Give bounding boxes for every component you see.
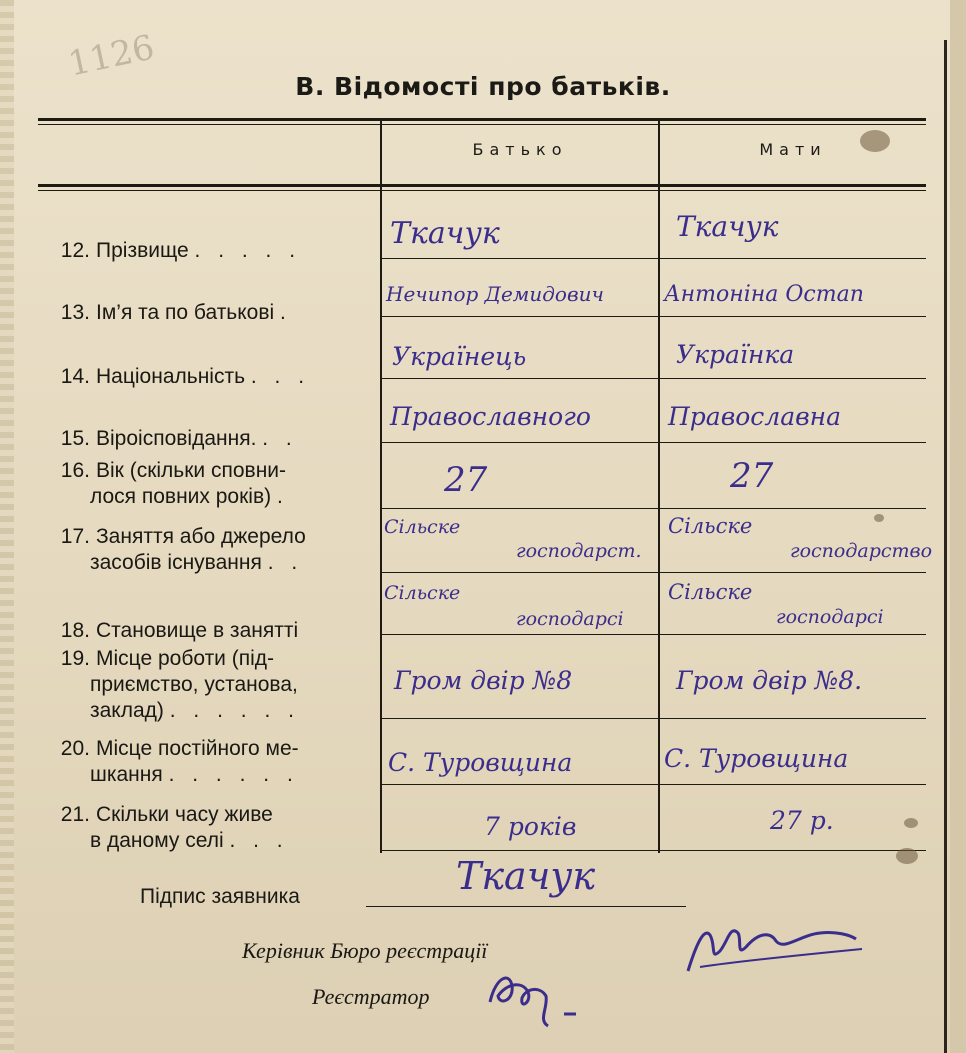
father-nationality: Українець (392, 342, 527, 371)
table-header-rule-thin (38, 190, 926, 191)
page-fold (950, 0, 966, 1053)
row-rule (382, 378, 926, 379)
row-rule (382, 442, 926, 443)
mother-occupation-line2: господарство (790, 540, 933, 562)
mother-occupation-line1: Сільске (668, 514, 753, 538)
row-rule (382, 634, 926, 635)
column-header-father: Батько (472, 140, 568, 159)
father-name: Нечипор Демидович (386, 282, 604, 306)
mother-residence-duration: 27 р. (770, 806, 834, 835)
father-position-line2: господарсі (516, 608, 624, 630)
mother-position-line2: господарсі (776, 606, 884, 628)
paper-edge (0, 0, 14, 1053)
row-rule (382, 718, 926, 719)
paper-stain (860, 130, 890, 152)
paper-stain (874, 514, 884, 522)
father-residence-duration: 7 років (484, 812, 577, 841)
row-rule (382, 572, 926, 573)
mother-surname: Ткачук (676, 210, 779, 243)
registrar-signature (476, 962, 586, 1032)
mother-position-line1: Сільске (668, 580, 753, 604)
row-rule (382, 258, 926, 259)
column-divider-label (380, 118, 382, 853)
row-rule (382, 850, 926, 851)
paper-stain (896, 848, 918, 864)
father-surname: Ткачук (390, 216, 500, 251)
table-header-rule (38, 184, 926, 187)
row-label-workplace: 19. Місце роботи (під- приємство, установа, заклад) . . . . . . (60, 647, 300, 722)
father-age: 27 (444, 460, 488, 500)
head-of-bureau-signature (680, 905, 870, 980)
row-rule (382, 316, 926, 317)
father-religion: Православного (390, 402, 591, 431)
row-label-occupation: 17. Заняття або джерело засобів існування . . (60, 525, 306, 574)
table-top-rule-thin (38, 124, 926, 125)
father-occupation-line1: Сільске (384, 516, 461, 538)
row-rule (382, 508, 926, 509)
row-label-nationality: 14. Національність . . . (60, 365, 311, 388)
row-label-age: 16. Вік (скільки сповни- лося повних років) . (60, 459, 289, 508)
row-label-religion: 15. Віроісповідання. . . (60, 427, 298, 450)
signature-line (366, 906, 686, 907)
row-label-name: 13. Ім’я та по батькові . (60, 301, 292, 324)
pencil-archive-number: 1126 (64, 27, 158, 85)
father-residence: С. Туровщина (388, 748, 573, 777)
section-title: В. Відомості про батьків. (295, 72, 671, 101)
row-label-residence-duration: 21. Скільки часу живе в даному селі . . . (60, 803, 289, 852)
father-workplace: Гром двір №8 (394, 666, 573, 695)
father-position-line1: Сільске (384, 582, 461, 604)
mother-name: Антоніна Остап (664, 282, 864, 307)
head-of-bureau-label: Керівник Бюро реєстрації (242, 938, 488, 963)
applicant-signature-label: Підпис заявника (140, 885, 300, 908)
mother-religion: Православна (668, 402, 842, 431)
mother-workplace: Гром двір №8. (676, 666, 863, 695)
row-label-surname: 12. Прізвище . . . . . (60, 239, 302, 262)
table-top-rule (38, 118, 926, 121)
registrar-label: Реєстратор (312, 984, 430, 1009)
paper-stain (904, 818, 918, 828)
row-rule (382, 784, 926, 785)
mother-age: 27 (730, 456, 774, 496)
father-occupation-line2: господарст. (516, 540, 642, 562)
column-header-mother: Мати (759, 140, 827, 159)
page-binding-line (944, 40, 947, 1053)
row-label-position: 18. Становище в занятті (60, 619, 299, 642)
column-divider-parents (658, 118, 660, 853)
row-label-residence: 20. Місце постійного ме- шкання . . . . . . (60, 737, 299, 786)
mother-nationality: Українка (676, 340, 795, 369)
mother-residence: С. Туровщина (664, 744, 849, 773)
applicant-signature: Ткачук (456, 854, 596, 898)
